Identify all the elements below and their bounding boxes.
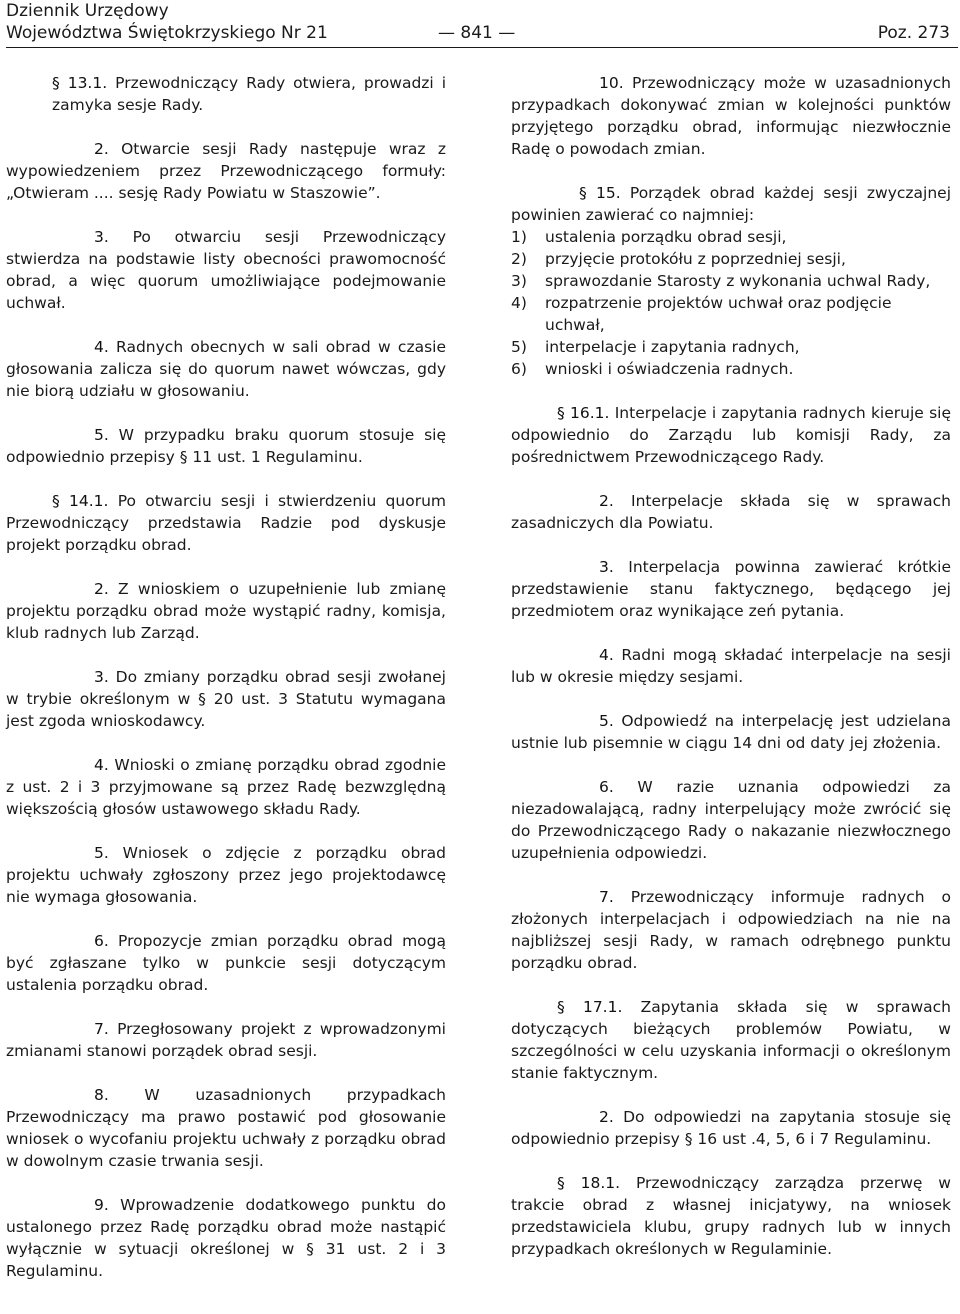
paragraph-text: Przewodniczący może w uzasadnionych przypadkach dokonywać zmian w kolejności punktów przyjętego porządku obrad, informując niezwłocznie Radę o powodach zmian. [511,74,951,158]
list-item-number: 1) [511,228,527,246]
journal-region: Województwa Świętokrzyskiego Nr 21 [6,23,328,43]
list-item-number: 4) [511,294,527,312]
list-item-text: rozpatrzenie projektów uchwał oraz podjęcie uchwał, [545,294,892,334]
list-item [511,270,951,292]
paragraph-number: § 18.1. [557,1174,621,1192]
paragraph-18-1 [511,1172,951,1260]
paragraph-text: Radnych obecnych w sali obrad w czasie głosowania zalicza się do quorum nawet wówczas, gdy nie biorą udziału w głosowaniu. [6,338,446,400]
paragraph-text: Do odpowiedzi na zapytania stosuje się odpowiednio przepisy § 16 ust .4, 5, 6 i 7 Regulaminu. [511,1108,951,1148]
paragraph-text: Zapytania składa się w sprawach dotyczących bieżących problemów Powiatu, w szczególności w celu uzyskania informacji o określonym stanie faktycznym. [511,998,951,1082]
list-item-text: sprawozdanie Starosty z wykonania uchwal Rady, [545,272,931,290]
paragraph-number: 3. [94,668,109,686]
paragraph-number: 4. [94,756,109,774]
position-number: Poz. 273 [877,23,950,43]
paragraph-number: § 14.1. [52,492,109,510]
list-item-text: ustalenia porządku obrad sesji, [545,228,787,246]
paragraph-16-7 [511,886,951,974]
paragraph-text: Radni mogą składać interpelacje na sesji lub w okresie między sesjami. [511,646,951,686]
paragraph-number: § 13.1. [52,74,108,92]
paragraph-14-10 [511,72,951,160]
paragraph-number: 6. [599,778,614,796]
paragraph-15 [511,182,951,226]
paragraph-14-9 [6,1194,446,1282]
paragraph-text: Wprowadzenie dodatkowego punktu do ustalonego przez Radę porządku obrad może nastąpić wyłącznie w sytuacji określonej w § 31 ust. 2 i 3 Regulaminu. [6,1196,446,1280]
paragraph-number: 2. [599,492,614,510]
paragraph-number: 4. [599,646,614,664]
paragraph-number: 10. [599,74,624,92]
paragraph-text: Po otwarciu sesji i stwierdzeniu quorum Przewodniczący przedstawia Radzie pod dyskusje projekt porządku obrad. [6,492,446,554]
paragraph-14-8 [6,1084,446,1172]
list-item [511,292,951,336]
list-item-number: 5) [511,338,527,356]
paragraph-17-2 [511,1106,951,1150]
paragraph-14-5 [6,842,446,908]
paragraph-14-3 [6,666,446,732]
paragraph-text: Otwarcie sesji Rady następuje wraz z wypowiedzeniem przez Przewodniczącego formuły: „Otwieram .... sesję Rady Powiatu w Staszowie”. [6,140,446,202]
paragraph-text: Przegłosowany projekt z wprowadzonymi zmianami stanowi porządek obrad sesji. [6,1020,446,1060]
paragraph-text: W uzasadnionych przypadkach Przewodniczący ma prawo postawić pod głosowanie wniosek o wycofaniu projektu uchwały z porządku obrad w dowolnym czasie trwania sesji. [6,1086,446,1170]
paragraph-number: § 15. [579,184,621,202]
paragraph-text: W przypadku braku quorum stosuje się odpowiednio przepisy § 11 ust. 1 Regulaminu. [6,426,446,466]
paragraph-number: 2. [599,1108,614,1126]
paragraph-text: Po otwarciu sesji Przewodniczący stwierdza na podstawie listy obecności prawomocność obrad, a więc quorum umożliwiające podejmowanie uchwał. [6,228,446,312]
paragraph-number: 7. [94,1020,109,1038]
paragraph-number: 9. [94,1196,109,1214]
paragraph-16-2 [511,490,951,534]
paragraph-text: Porządek obrad każdej sesji zwyczajnej powinien zawierać co najmniej: [511,184,951,224]
paragraph-number: 4. [94,338,109,356]
left-column [6,72,446,1282]
page-header [6,0,952,48]
list-item [511,336,951,358]
paragraph-13-5 [6,424,446,468]
paragraph-number: 3. [94,228,109,246]
agenda-list [511,226,951,380]
page-number: — 841 — [438,23,516,43]
paragraph-text: Przewodniczący Rady otwiera, prowadzi i zamyka sesje Rady. [52,74,446,114]
paragraph-16-1 [511,402,951,468]
paragraph-text: Propozycje zmian porządku obrad mogą być zgłaszane tylko w punkcie sesji dotyczącym ustalenia porządku obrad. [6,932,446,994]
paragraph-16-3 [511,556,951,622]
paragraph-16-6 [511,776,951,864]
list-item [511,358,951,380]
paragraph-number: 6. [94,932,109,950]
list-item-text: przyjęcie protokółu z poprzedniej sesji, [545,250,846,268]
paragraph-number: 5. [599,712,614,730]
paragraph-text: Przewodniczący informuje radnych o złożonych interpelacjach i odpowiedziach na nie na najbliższej sesji Rady, w ramach odrębnego punktu porządku obrad. [511,888,951,972]
paragraph-14-6 [6,930,446,996]
paragraph-13-4 [6,336,446,402]
journal-title: Dziennik Urzędowy [6,1,169,21]
paragraph-text: Interpelacja powinna zawierać krótkie przedstawienie stanu faktycznego, będącego jej przedmiotem oraz wynikające zeń pytania. [511,558,951,620]
paragraph-14-1 [6,490,446,556]
paragraph-text: Wniosek o zdjęcie z porządku obrad projektu uchwały zgłoszony przez jego projektodawcę nie wymaga głosowania. [6,844,446,906]
paragraph-text: Wnioski o zmianę porządku obrad zgodnie z ust. 2 i 3 przyjmowane są przez Radę bezwzględną większością głosów ustawowego składu Rady. [6,756,446,818]
paragraph-number: § 16.1. [557,404,610,422]
paragraph-number: 7. [599,888,614,906]
paragraph-number: 8. [94,1086,109,1104]
paragraph-text: Interpelacje składa się w sprawach zasadniczych dla Powiatu. [511,492,951,532]
header-divider [6,47,958,48]
list-item-number: 2) [511,250,527,268]
paragraph-text: W razie uznania odpowiedzi za niezadowalającą, radny interpelujący może zwrócić się do Przewodniczącego Rady o nakazanie niezwłocznego uzupełnienia odpowiedzi. [511,778,951,862]
paragraph-14-4 [6,754,446,820]
list-item [511,248,951,270]
paragraph-number: 5. [94,844,109,862]
list-item-number: 3) [511,272,527,290]
list-item-text: interpelacje i zapytania radnych, [545,338,800,356]
paragraph-16-5 [511,710,951,754]
paragraph-16-4 [511,644,951,688]
paragraph-text: Przewodniczący zarządza przerwę w trakcie obrad z własnej inicjatywy, na wniosek przedstawiciela klubu, grupy radnych lub w innych przypadkach określonych w Regulaminie. [511,1174,951,1258]
list-item-text: wnioski i oświadczenia radnych. [545,360,794,378]
right-column [511,72,951,1260]
paragraph-text: Interpelacje i zapytania radnych kieruje się odpowiednio do Zarządu lub komisji Rady, za pośrednictwem Przewodniczącego Rady. [511,404,951,466]
paragraph-17-1 [511,996,951,1084]
paragraph-text: Odpowiedź na interpelację jest udzielana ustnie lub pisemnie w ciągu 14 dni od daty jej złożenia. [511,712,951,752]
paragraph-13-1 [6,72,446,116]
paragraph-number: 3. [599,558,614,576]
paragraph-number: § 17.1. [557,998,623,1016]
list-item-number: 6) [511,360,527,378]
paragraph-number: 5. [94,426,109,444]
paragraph-14-2 [6,578,446,644]
paragraph-text: Do zmiany porządku obrad sesji zwołanej w trybie określonym w § 20 ust. 3 Statutu wymagana jest zgoda wnioskodawcy. [6,668,446,730]
paragraph-text: Z wnioskiem o uzupełnienie lub zmianę projektu porządku obrad może wystąpić radny, komisja, klub radnych lub Zarząd. [6,580,446,642]
paragraph-number: 2. [94,140,109,158]
paragraph-13-3 [6,226,446,314]
list-item [511,226,951,248]
paragraph-number: 2. [94,580,109,598]
paragraph-13-2 [6,138,446,204]
paragraph-14-7 [6,1018,446,1062]
